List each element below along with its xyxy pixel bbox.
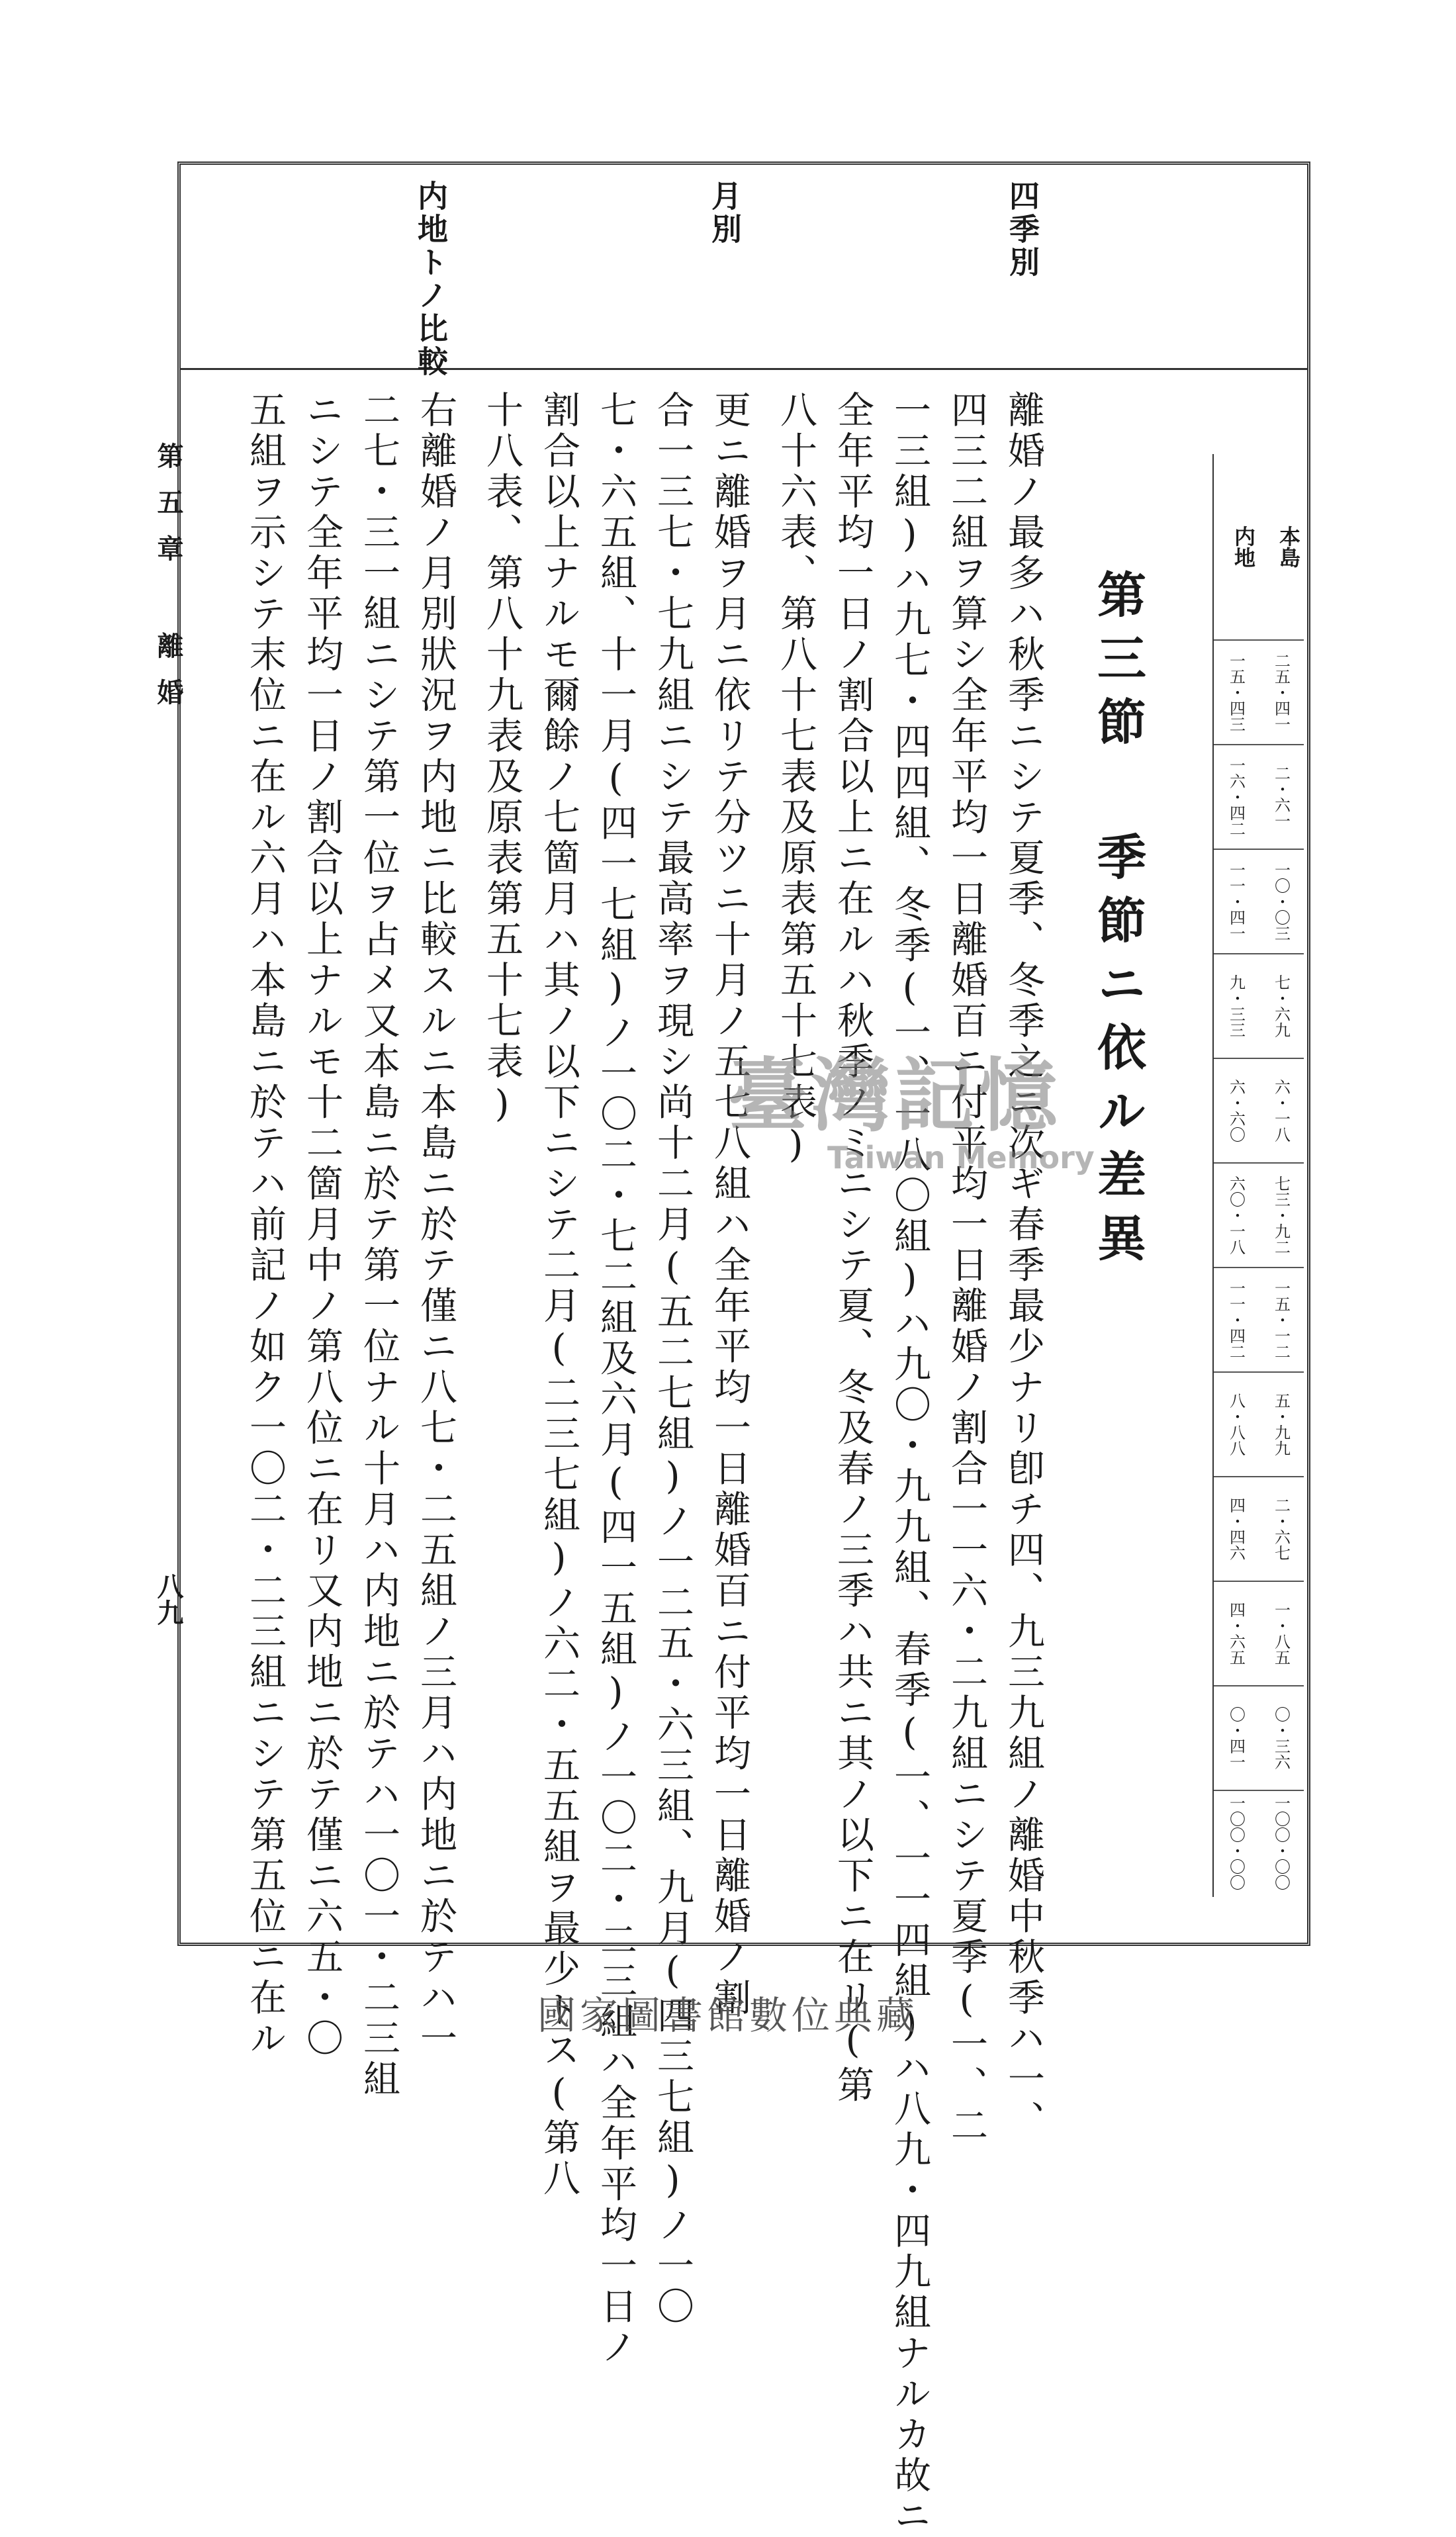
table-row [1214,744,1304,849]
table-cell-honto: 二五・四一 [1271,653,1291,732]
text-column-8: 七・六五組、十一月(四一七組)ノ一〇二・七二組及六月(四一五組)ノ一〇二・二三組ハ全年平均一日ノ [594,391,637,2368]
text-column-5: 八十六表、第八十七表及原表第五十七表) [774,391,817,1170]
text-column-4: 全年平均一日ノ割合以上ニ在ルハ秋季ノミニシテ夏、冬及春ノ三季ハ共ニ其ノ以下ニ在リ(第 [831,391,874,2106]
side-heading-seasonal: 四季別 [1005,180,1040,279]
table-row [1214,1267,1304,1371]
watermark-en: Taiwan Memory [827,1140,1095,1176]
header-honto: 本島 [1276,526,1301,568]
page-number: 八九 [153,1573,184,1626]
text-column-13: ニシテ全年平均一日ノ割合以上ナルモ十二箇月中ノ第八位ニ在リ又内地ニ於テ僅ニ六五・〇 [300,391,343,2060]
table-cell-honto: 二・六一 [1271,765,1291,829]
text-column-14: 五組ヲ示シテ末位ニ在ル六月ハ本島ニ於テハ前記ノ如ク一〇二・二三組ニシテ第五位ニ在ル [244,391,287,2060]
table-cell-naichi: 九・三三 [1226,974,1246,1038]
table-cell-naichi: 一五・四三 [1226,653,1246,732]
side-heading-monthly: 月別 [707,180,743,246]
header-naichi: 内地 [1231,526,1256,568]
table-cell-naichi: 六・六〇 [1226,1079,1246,1142]
seasonal-percentage-table [1212,454,1302,1897]
table-cell-honto: 一〇〇・〇〇 [1271,1795,1291,1890]
table-cell-honto: 一五・一二 [1271,1280,1291,1360]
table-cell-honto: 一・八五 [1271,1602,1291,1665]
table-cell-naichi: 六〇・一八 [1226,1176,1246,1255]
section-title: 第三節 季節ニ依ル差異 [1089,569,1146,1276]
table-row [1214,1790,1304,1894]
table-cell-honto: 七・六九 [1271,974,1291,1038]
table-cell-honto: 一〇・〇三 [1271,862,1291,941]
table-row [1214,639,1304,744]
table-cell-naichi: 四・六五 [1226,1602,1246,1665]
watermark [728,1033,1095,1176]
table-cell-naichi: 四・四六 [1226,1497,1246,1561]
table-row [1214,1371,1304,1476]
watermark-cn: 臺灣記憶 [728,1049,1062,1142]
side-heading-comparison: 内地トノ比較 [413,180,449,379]
text-column-2: 四三二組ヲ算シ全年平均一日離婚百ニ付平均一日離婚ノ割合一一六・二九組ニシテ夏季(一、二 [945,391,988,2147]
footer-archive-label: 國家圖書館數位典藏 [537,1993,919,2038]
text-column-11: 右離婚ノ月別狀況ヲ内地ニ比較スルニ本島ニ於テ僅ニ八七・二五組ノ三月ハ内地ニ於テハ一 [414,391,457,2060]
table-cell-naichi: 一一・四一 [1226,862,1246,941]
table-row [1214,1058,1304,1162]
text-column-1: 離婚ノ最多ハ秋季ニシテ夏季、冬季之ニ次ギ春季最少ナリ卽チ四、九三九組ノ離婚中秋季ハ一、 [1002,391,1045,2141]
text-column-7: 合一三七・七九組ニシテ最高率ヲ現シ尚十二月(五二七組)ノ一二五・六三組、九月(四三七組)ノ一〇 [651,391,694,2328]
table-row [1214,1581,1304,1685]
table-cell-honto: 二・六七 [1271,1497,1291,1561]
table-cell-naichi: 〇・四一 [1226,1706,1246,1770]
table-row [1214,1476,1304,1581]
text-column-3: 一三組)ハ九七・四四組、冬季(一、一八〇組)ハ九〇・九九組、春季(一、一一四組)ハ八九・四九組ナルカ故ニ [888,391,931,2537]
table-row [1214,1685,1304,1790]
table-cell-honto: 五・九九 [1271,1393,1291,1456]
table-row [1214,1162,1304,1267]
table-row [1214,849,1304,953]
table-header [1214,454,1304,639]
table-cell-naichi: 一一・四二 [1226,1280,1246,1360]
table-cell-naichi: 一六・四二 [1226,757,1246,837]
table-cell-naichi: 八・八八 [1226,1393,1246,1456]
text-column-9: 割合以上ナルモ爾餘ノ七箇月ハ其ノ以下ニシテ二月(二三七組)ノ六二・五五組ヲ最少トス(第八 [537,391,580,2199]
table-row [1214,953,1304,1058]
table-cell-honto: 七三・九二 [1271,1176,1291,1255]
text-column-12: 二七・三一組ニシテ第一位ヲ占メ又本島ニ於テ第一位ナル十月ハ内地ニ於テハ一〇一・二三組 [357,391,400,2100]
table-cell-honto: 六・一八 [1271,1079,1291,1142]
table-cell-naichi: 一〇〇・〇〇 [1226,1795,1246,1890]
table-cell-honto: 〇・三六 [1271,1706,1291,1770]
running-header-chapter: 第五章 離婚 [153,442,184,725]
text-column-6: 更ニ離婚ヲ月ニ依リテ分ツニ十月ノ五七八組ハ全年平均一日離婚百ニ付平均一日離婚ノ割 [708,391,751,2019]
text-column-10: 十八表、第八十九表及原表第五十七表) [480,391,523,1129]
